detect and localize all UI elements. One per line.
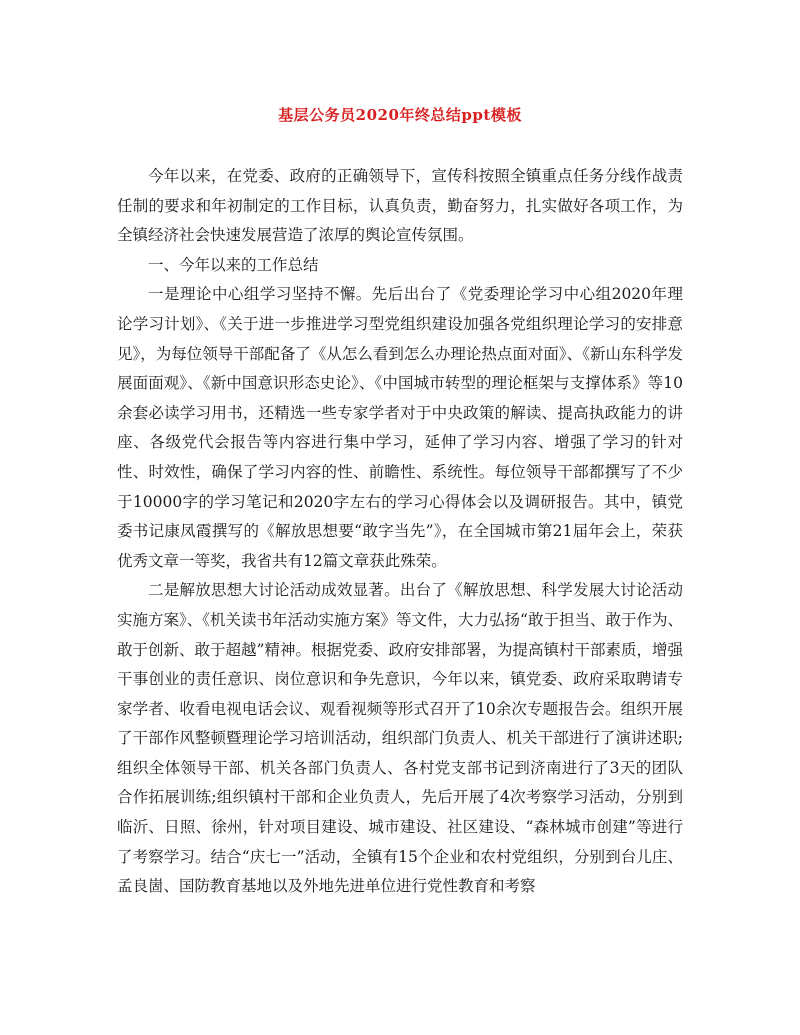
intro-paragraph: 今年以来，在党委、政府的正确领导下，宣传科按照全镇重点任务分线作战责任制的要求和年初制定的工作目标，认真负责，勤奋努力，扎实做好各项工作，为全镇经济社会快速发展营造了浓厚的舆论宣传氛围。: [117, 167, 683, 245]
section-heading: 一、今年以来的工作总结: [148, 255, 319, 274]
document-title: 基层公务员2020年终总结ppt模板: [278, 106, 522, 124]
discussion-activity-paragraph: 二是解放思想大讨论活动成效显著。出台了《解放思想、科学发展大讨论活动实施方案》、《机关读书年活动实施方案》等文件，大力弘扬“敢于担当、敢于作为、敢于创新、敢于超越”精神。根据党委、政府安排部署，为提高镇村干部素质，增强干事创业的责任意识、岗位意识和争先意识，今年以来，镇党委、政府采取聘请专家学者、收看电视电话会议、观看视频等形式召开了10余次专题报告会。组织开展了干部作风整顿暨理论学习培训活动，组织部门负责人、机关干部进行了演讲述职;组织全体领导干部、机关各部门负责人、各村党支部书记到济南进行了3天的团队合作拓展训练;组织镇村干部和企业负责人，先后开展了4次考察学习活动，分别到临沂、日照、徐州，针对项目建设、城市建设、社区建设、“森林城市创建”等进行了考察学习。结合“庆七一”活动，全镇有15个企业和农村党组织，分别到台儿庄、孟良崮、国防教育基地以及外地先进单位进行党性教育和考察: [117, 581, 683, 896]
theory-study-paragraph: 一是理论中心组学习坚持不懈。先后出台了《党委理论学习中心组2020年理论学习计划》、《关于进一步推进学习型党组织建设加强各党组织理论学习的安排意见》，为每位领导干部配备了《从怎么看到怎么办理论热点面对面》、《新山东科学发展面面观》、《新中国意识形态史论》、《中国城市转型的理论框架与支撑体系》等10余套必读学习用书，还精选一些专家学者对于中央政策的解读、提高执政能力的讲座、各级党代会报告等内容进行集中学习，延伸了学习内容、增强了学习的针对性、时效性，确保了学习内容的性、前瞻性、系统性。每位领导干部都撰写了不少于10000字的学习笔记和2020字左右的学习心得体会以及调研报告。其中，镇党委书记康凤霞撰写的《解放思想要“敢字当先”》，在全国城市第21届年会上，荣获优秀文章一等奖，我省共有12篇文章获此殊荣。: [117, 285, 683, 570]
document-body: [117, 162, 683, 902]
